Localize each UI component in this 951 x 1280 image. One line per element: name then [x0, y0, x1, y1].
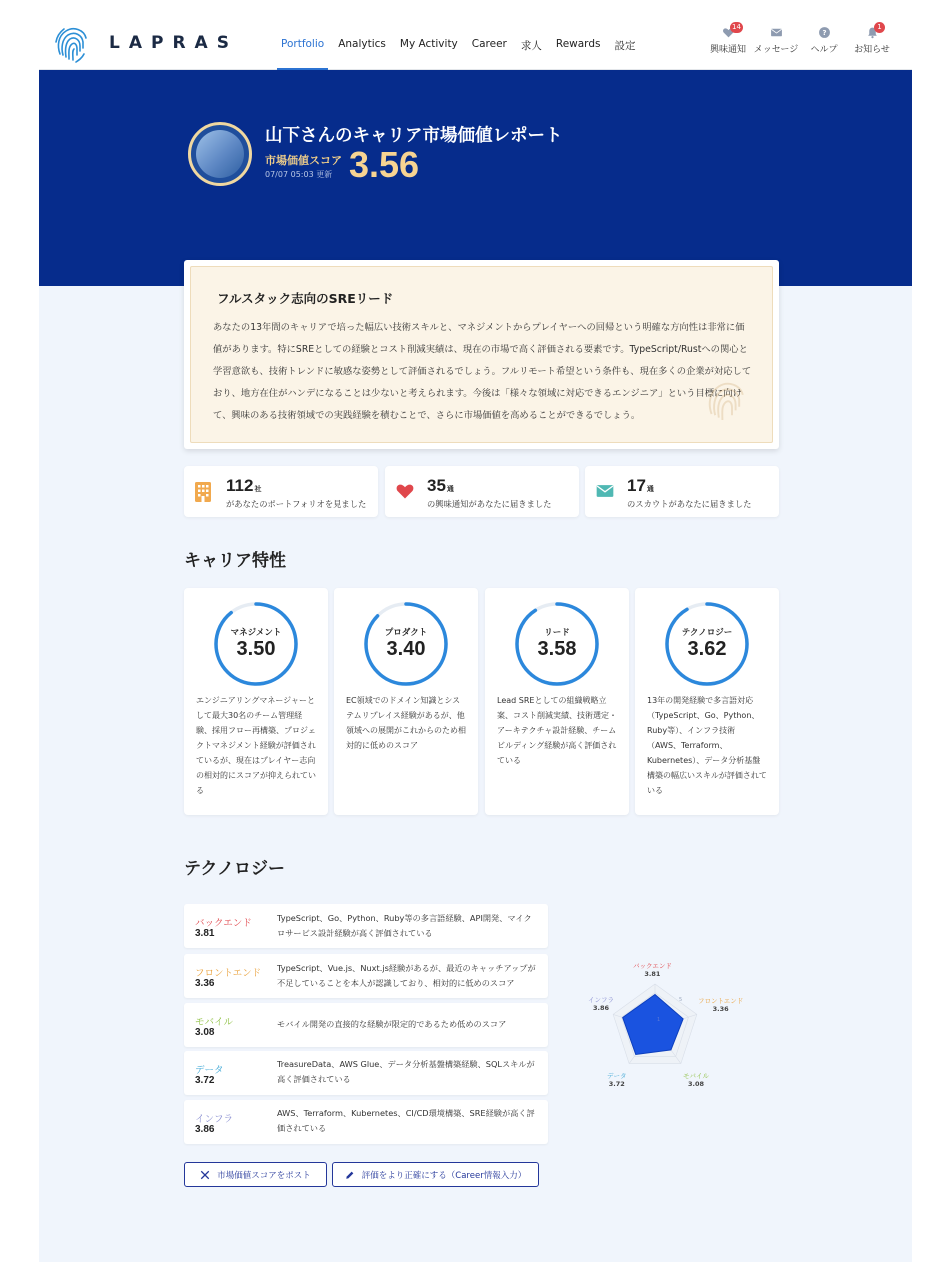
- message-label: メッセージ: [753, 45, 799, 55]
- stat-number: 17通: [627, 476, 654, 495]
- announcement-button[interactable]: [848, 23, 896, 55]
- post-score-label: 市場価値スコアをポスト: [217, 1170, 311, 1181]
- market-score-label: 市場価値スコア: [265, 154, 342, 167]
- improve-accuracy-button[interactable]: [332, 1162, 539, 1187]
- improve-accuracy-label: 評価をより正確にする（Career情報入力）: [361, 1170, 527, 1181]
- tech-row-mobile: [184, 1003, 548, 1047]
- career-section-title: キャリア特性: [184, 551, 286, 571]
- stat-scouts: [585, 466, 779, 517]
- career-card-technology: [635, 588, 779, 815]
- svg-text:?: ?: [821, 28, 827, 38]
- top-navigation-bar: [39, 0, 912, 70]
- tech-score: 3.86: [195, 1124, 215, 1135]
- stat-number: 35通: [427, 476, 454, 495]
- avatar: [188, 122, 252, 186]
- stat-description: の興味通知があなたに届きました: [427, 499, 552, 509]
- tech-row-data: [184, 1051, 548, 1095]
- nav-rewards[interactable]: Rewards: [555, 38, 601, 50]
- tech-name: インフラ: [195, 1114, 234, 1125]
- career-label: リード: [544, 628, 570, 638]
- career-label: マネジメント: [230, 628, 282, 638]
- fingerprint-logo-icon[interactable]: [54, 24, 90, 64]
- interest-notification-label: 興味通知: [709, 45, 746, 55]
- radar-label-data: データ 3.72: [607, 1072, 627, 1088]
- tech-description: モバイル開発の直接的な経験が限定的であるため低めのスコア: [277, 1019, 507, 1029]
- career-score: 3.62: [687, 638, 727, 660]
- help-icon: [818, 26, 831, 39]
- avatar-photo: [196, 130, 244, 178]
- career-card-product: [334, 588, 478, 815]
- help-label: ヘルプ: [810, 45, 838, 55]
- career-description: EC領域でのドメイン知識とシステムリプレイス経験があるが、他領域への展開がこれからのため相対的に低めのスコア: [346, 696, 466, 750]
- page-title: 山下さんのキャリア市場価値レポート: [265, 126, 563, 146]
- career-score: 3.50: [236, 638, 276, 660]
- summary-title: フルスタック志向のSREリード: [217, 291, 394, 306]
- tech-name: フロントエンド: [195, 968, 262, 979]
- tech-name: データ: [195, 1065, 224, 1076]
- nav-analytics[interactable]: Analytics: [338, 38, 386, 50]
- tech-description: TypeScript、Vue.js、Nuxt.js経験があるが、最近のキャッチアップが不足していることを本人が認識しており、相対的に低めのスコア: [277, 963, 536, 988]
- mail-icon: [770, 26, 783, 39]
- nav-portfolio[interactable]: Portfolio: [281, 38, 324, 53]
- technology-section-title: テクノロジー: [184, 859, 285, 879]
- career-score: 3.40: [386, 638, 426, 660]
- tech-description: AWS、Terraform、Kubernetes、CI/CD環境構築、SRE経験が高く評価されている: [277, 1108, 535, 1133]
- nav-my-activity[interactable]: My Activity: [399, 38, 458, 50]
- interest-notification-button[interactable]: [704, 23, 752, 55]
- building-icon: [194, 481, 212, 503]
- message-button[interactable]: [752, 26, 800, 55]
- nav-jobs[interactable]: 求人: [520, 40, 542, 52]
- tech-score: 3.81: [195, 928, 215, 939]
- career-description: 13年の開発経験で多言語対応（TypeScript、Go、Python、Ruby等）、インフラ技術（AWS、Terraform、Kubernetes）、データ分析基盤構築の幅広いスキルが評価されている: [647, 696, 767, 795]
- fingerprint-watermark-icon: [702, 378, 750, 426]
- heart-icon: [395, 481, 415, 501]
- main-nav: [281, 38, 649, 53]
- pencil-icon: [345, 1170, 355, 1180]
- radar-tick-label: 1: [657, 1017, 661, 1024]
- career-card-management: [184, 588, 328, 815]
- mail-icon: [595, 481, 615, 501]
- tech-description: TreasureData、AWS Glue、データ分析基盤構築経験、SQLスキルが高く評価されている: [277, 1059, 535, 1084]
- tech-name: バックエンド: [195, 918, 252, 929]
- tech-row-backend: [184, 904, 548, 948]
- tech-score: 3.72: [195, 1075, 215, 1086]
- nav-settings[interactable]: 設定: [614, 40, 636, 52]
- help-button[interactable]: [800, 26, 848, 55]
- notification-count-badge: 14: [732, 23, 741, 31]
- radar-label-mobile: モバイル 3.08: [683, 1072, 709, 1088]
- career-description: Lead SREとしての組織戦略立案、コスト削減実績、技術選定・アーキテクチャ設計経験、チームビルディング経験が高く評価されている: [497, 696, 617, 765]
- stat-number: 112社: [226, 476, 262, 495]
- market-score-value: 3.56: [349, 144, 420, 185]
- announcement-count-badge: 1: [874, 22, 885, 33]
- lapras-wordmark[interactable]: LAPRAS: [109, 33, 238, 53]
- summary-body: あなたの13年間のキャリアで培った幅広い技術スキルと、マネジメントからプレイヤーへの回帰という明確な方向性は非常に価値があります。特にSREとしての経験とコスト削減実績は、現在の市場で高く評価される要素です。TypeScript/Rustへの関心と学習意欲も、技術トレンドに敏感な姿勢として評価されるでしょう。フルリモート希望という条件も、現在多くの企業が対応しており、地方在住がハンデになることは少ないと考えられます。今後は「様々な領域に対応できるエンジニア」という目標に向けて、興味のある技術領域での実践経験を積むことで、さらに市場価値を高めることができるでしょう。: [213, 322, 752, 421]
- summary-card-inner: [190, 266, 773, 443]
- tech-row-infra: [184, 1100, 548, 1144]
- tech-description: TypeScript、Go、Python、Ruby等の多言語経験、API開発、マイクロサービス設計経験が高く評価されている: [277, 913, 532, 938]
- announcement-label: お知らせ: [854, 45, 890, 55]
- tech-score: 3.08: [195, 1027, 215, 1038]
- x-logo-icon: [200, 1170, 210, 1180]
- header-actions: [704, 23, 896, 55]
- stat-portfolio-views: [184, 466, 378, 517]
- radar-label-infra: インフラ 3.86: [588, 996, 614, 1012]
- nav-career[interactable]: Career: [471, 38, 507, 50]
- career-card-lead: [485, 588, 629, 815]
- career-label: テクノロジー: [681, 628, 733, 638]
- technology-radar-chart: [575, 950, 755, 1100]
- summary-card: [184, 260, 779, 449]
- tech-row-frontend: [184, 954, 548, 998]
- radar-label-backend: バックエンド 3.81: [633, 962, 672, 978]
- career-label: プロダクト: [384, 628, 428, 638]
- radar-tick-label: 5: [679, 997, 683, 1003]
- updated-timestamp: 07/07 05:03 更新: [265, 170, 333, 179]
- stat-description: のスカウトがあなたに届きました: [627, 499, 752, 509]
- hero-banner: [39, 70, 912, 286]
- career-score: 3.58: [537, 638, 577, 660]
- post-score-button[interactable]: [184, 1162, 327, 1187]
- tech-score: 3.36: [195, 978, 215, 989]
- stat-description: があなたのポートフォリオを見ました: [226, 499, 367, 509]
- career-description: エンジニアリングマネージャーとして最大30名のチーム管理経験、採用フロー再構築、プロジェクトマネジメント経験が評価されているが、現在はプレイヤー志向の相対的にスコアが抑えられている: [196, 696, 316, 795]
- radar-label-frontend: フロントエンド 3.36: [698, 997, 744, 1013]
- tech-name: モバイル: [195, 1017, 234, 1028]
- stat-interest-notifications: [385, 466, 579, 517]
